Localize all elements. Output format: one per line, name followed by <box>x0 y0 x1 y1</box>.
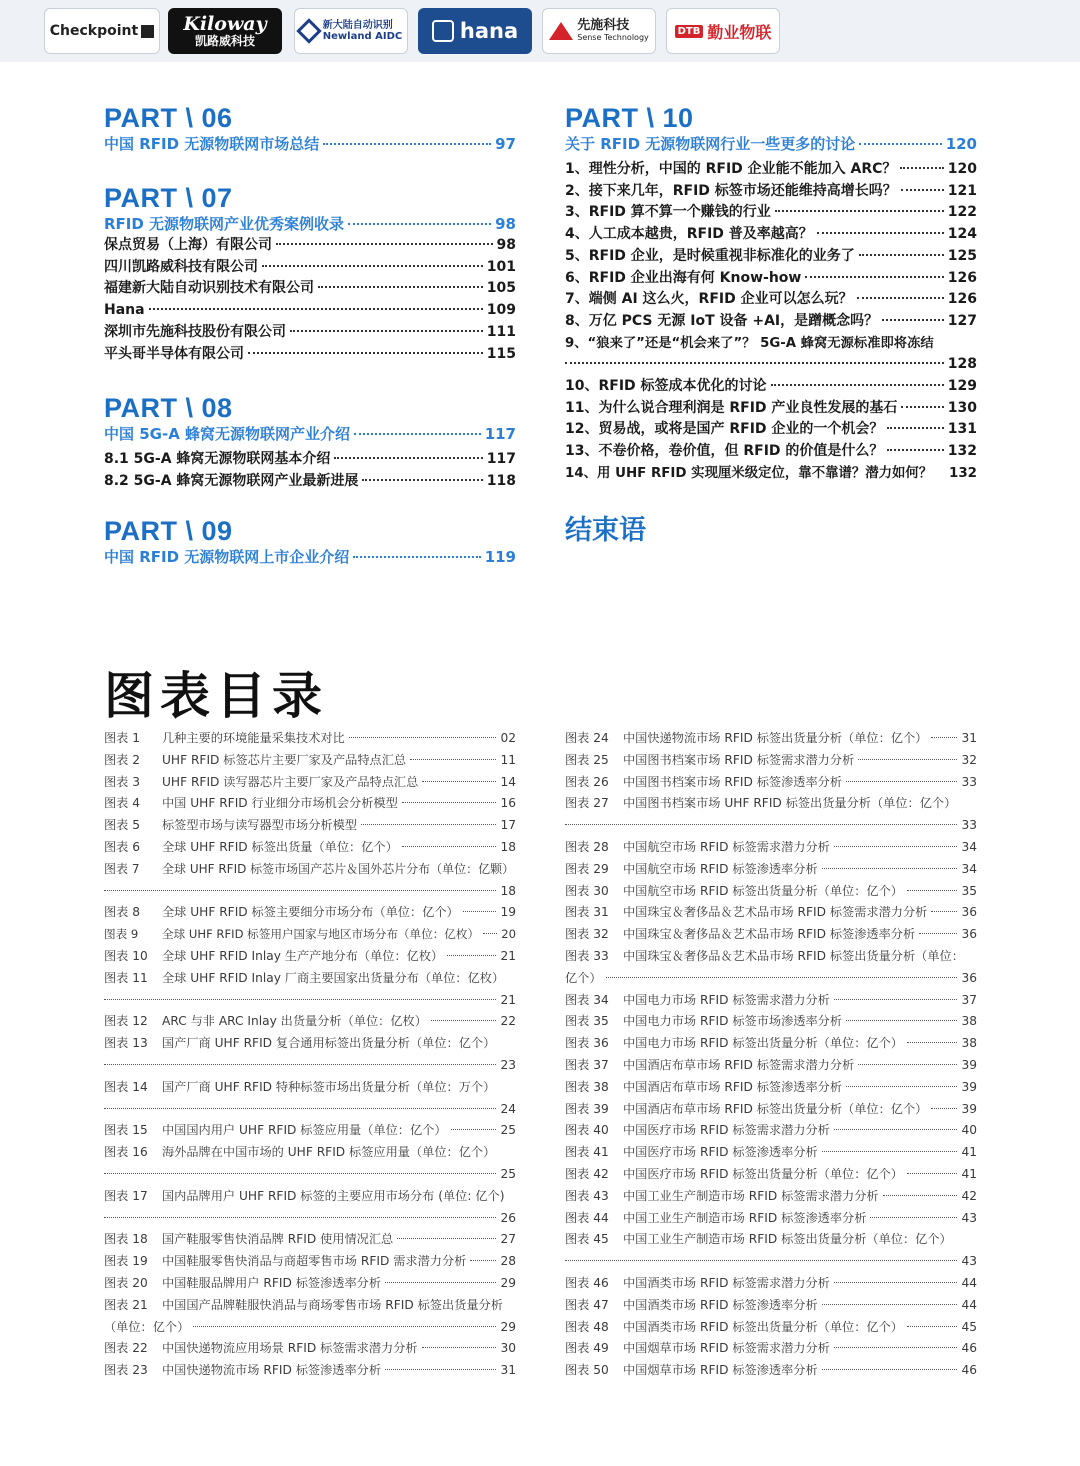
chart-page: 21 <box>500 948 516 963</box>
chart-page: 02 <box>500 731 516 745</box>
chart-list-item[interactable] <box>104 1011 516 1033</box>
chart-title: UHF RFID 读写器芯片主要厂家及产品特点汇总 <box>162 774 419 789</box>
toc-item[interactable]: 四川凯路威科技有限公司 101 <box>104 258 516 275</box>
toc-item[interactable]: 13、不卷价格，卷价值，但 RFID 的价值是什么？ 132 <box>565 443 977 460</box>
chart-title: 中国电力市场 RFID 标签需求潜力分析 <box>623 992 830 1007</box>
chart-number: 图表 38 <box>565 1079 609 1094</box>
chart-list-item[interactable] <box>565 1099 977 1121</box>
chart-page: 39 <box>961 1057 977 1072</box>
chart-list-item-continuation[interactable] <box>104 1099 516 1121</box>
chart-number: 图表 14 <box>104 1079 148 1094</box>
toc-item[interactable]: 7、端侧 AI 这么火，RFID 企业可以怎么玩？ 126 <box>565 291 977 308</box>
chart-list-item[interactable] <box>104 1142 516 1164</box>
chart-title: 中国医疗市场 RFID 标签渗透率分析 <box>623 1145 818 1160</box>
chart-title: 全球 UHF RFID 标签主要细分市场分布（单位：亿个） <box>162 905 459 920</box>
chart-page: 43 <box>961 1210 977 1225</box>
part-08 <box>104 393 516 492</box>
logo-hana: hana <box>418 8 532 54</box>
part-subtitle-row[interactable]: 中国 RFID 无源物联网上市企业介绍 119 <box>104 548 516 566</box>
chart-page: 41 <box>961 1145 977 1160</box>
chart-title: 国产厂商 UHF RFID 特种标签市场出货量分析（单位：万个） <box>162 1079 496 1094</box>
chart-number: 图表 40 <box>565 1123 609 1138</box>
chart-list-item[interactable] <box>565 1164 977 1186</box>
toc-item-continuation[interactable]: 128 <box>565 354 977 376</box>
chart-list-item[interactable] <box>104 1295 516 1317</box>
logo-dtb: DTB 勤业物联 <box>666 8 780 54</box>
chart-number: 图表 16 <box>104 1145 148 1160</box>
chart-page: 36 <box>961 970 977 985</box>
chart-page: 44 <box>961 1275 977 1290</box>
chart-number: 图表 26 <box>565 774 609 789</box>
chart-number: 图表 24 <box>565 731 609 745</box>
chart-list-item[interactable] <box>565 1229 977 1251</box>
chart-title: 几种主要的环境能量采集技术对比 <box>162 731 345 745</box>
part-heading: PART \ 09 <box>104 516 233 546</box>
chart-list-item[interactable] <box>104 1273 516 1295</box>
chart-page: 33 <box>961 774 977 789</box>
chart-title: 中国航空市场 RFID 标签出货量分析（单位：亿个） <box>623 883 903 898</box>
part-subtitle-row[interactable]: 中国 RFID 无源物联网市场总结 97 <box>104 135 516 153</box>
chart-list-item[interactable] <box>104 837 516 859</box>
chart-page: 38 <box>961 1014 977 1029</box>
chart-title: 中国酒店布草市场 RFID 标签渗透率分析 <box>623 1079 843 1094</box>
chart-page: 31 <box>500 1363 516 1378</box>
chart-list-item[interactable] <box>565 1077 977 1099</box>
chart-title: 中国鞋服零售快消品与商超零售市场 RFID 需求潜力分析 <box>162 1254 467 1269</box>
chart-title: 全球 UHF RFID 标签用户国家与地区市场分布（单位：亿枚） <box>162 927 480 942</box>
chart-title: 国内品牌用户 UHF RFID 标签的主要应用市场分布 (单位: 亿个) <box>162 1188 505 1203</box>
chart-number: 图表 48 <box>565 1319 609 1334</box>
toc-item[interactable]: 深圳市先施科技股份有限公司 111 <box>104 323 516 340</box>
part-heading: PART \ 06 <box>104 103 233 133</box>
chart-title: 中国快递物流市场 RFID 标签出货量分析（单位：亿个） <box>623 731 928 745</box>
sense-triangle-icon <box>549 22 573 40</box>
chart-number: 图表 2 <box>104 752 141 767</box>
chart-number: 图表 4 <box>104 796 141 811</box>
chart-list-item-continuation[interactable] <box>104 1055 516 1077</box>
part-subtitle-row[interactable]: 中国 5G-A 蜂窝无源物联网产业介绍 117 <box>104 425 516 443</box>
chart-title-continuation: 亿个） <box>565 970 602 985</box>
part-subtitle-row[interactable]: RFID 无源物联网产业优秀案例收录 98 <box>104 215 516 233</box>
chart-list-item[interactable] <box>565 1360 977 1382</box>
chart-list-item[interactable] <box>565 946 977 968</box>
chart-number: 图表 19 <box>104 1254 148 1269</box>
part-heading: PART \ 10 <box>565 103 694 133</box>
chart-list-item[interactable] <box>104 1186 516 1208</box>
chart-number: 图表 45 <box>565 1232 609 1247</box>
chart-number: 图表 12 <box>104 1014 148 1029</box>
chart-list-item[interactable] <box>104 1033 516 1055</box>
chart-page: 24 <box>500 1101 516 1116</box>
logo-kiloway: Kiloway 凯路威科技 <box>168 8 282 54</box>
chart-page: 32 <box>961 752 977 767</box>
part-07 <box>104 183 516 365</box>
chart-number: 图表 13 <box>104 1036 148 1051</box>
chart-page: 42 <box>961 1188 977 1203</box>
chart-page: 46 <box>961 1363 977 1378</box>
chart-page: 46 <box>961 1341 977 1356</box>
toc-item[interactable]: 11、为什么说合理利润是 RFID 产业良性发展的基石 130 <box>565 399 977 416</box>
chart-number: 图表 7 <box>104 861 140 876</box>
chart-list-item[interactable] <box>565 1033 977 1055</box>
chart-title: 中国珠宝＆奢侈品＆艺术品市场 RFID 标签需求潜力分析 <box>623 905 928 920</box>
chart-title: 中国国产品牌鞋服快消品与商场零售市场 RFID 标签出货量分析 <box>162 1297 503 1312</box>
chart-list-item[interactable] <box>565 1338 977 1360</box>
chart-number: 图表 50 <box>565 1363 609 1378</box>
newland-diamond-icon <box>296 18 321 43</box>
conclusion-heading[interactable]: 结束语 <box>565 515 646 546</box>
chart-number: 图表 43 <box>565 1188 609 1203</box>
chart-title: 中国快递物流市场 RFID 标签渗透率分析 <box>162 1363 382 1378</box>
chart-number: 图表 33 <box>565 948 609 963</box>
chart-page: 44 <box>961 1297 977 1312</box>
chart-page: 36 <box>961 927 977 942</box>
chart-page: 18 <box>500 883 516 898</box>
chart-title: 全球 UHF RFID Inlay 厂商主要国家出货量分布（单位：亿枚） <box>162 970 505 985</box>
chart-page: 26 <box>500 1210 516 1225</box>
toc-item[interactable]: Hana 109 <box>104 302 516 319</box>
chart-title: UHF RFID 标签芯片主要厂家及产品特点汇总 <box>162 752 407 767</box>
chart-list-item[interactable] <box>565 1055 977 1077</box>
chart-page: 45 <box>961 1319 977 1334</box>
chart-number: 图表 49 <box>565 1341 609 1356</box>
toc-item[interactable]: 2、接下来几年，RFID 标签市场还能维持高增长吗？ 121 <box>565 182 977 199</box>
chart-number: 图表 39 <box>565 1101 609 1116</box>
chart-title: 中国电力市场 RFID 标签出货量分析（单位：亿个） <box>623 1036 903 1051</box>
chart-page: 30 <box>500 1341 516 1356</box>
chart-number: 图表 31 <box>565 905 609 920</box>
chart-list-item-continuation[interactable] <box>104 990 516 1012</box>
chart-title: 中国医疗市场 RFID 标签出货量分析（单位：亿个） <box>623 1166 903 1181</box>
chart-list-item[interactable] <box>565 728 977 750</box>
part-heading: PART \ 07 <box>104 183 233 213</box>
chart-title: 全球 UHF RFID 标签出货量（单位：亿个） <box>162 839 398 854</box>
chart-number: 图表 10 <box>104 948 148 963</box>
chart-number: 图表 11 <box>104 970 148 985</box>
chart-list-item-continuation[interactable] <box>104 881 516 903</box>
chart-page: 14 <box>500 774 516 789</box>
sponsor-logo-bar <box>0 0 1080 62</box>
chart-title: 中国酒店布草市场 RFID 标签出货量分析（单位：亿个） <box>623 1101 928 1116</box>
chart-number: 图表 42 <box>565 1166 609 1181</box>
chart-title: 中国鞋服品牌用户 RFID 标签渗透率分析 <box>162 1275 382 1290</box>
chart-number: 图表 6 <box>104 839 141 854</box>
chart-title: 中国酒类市场 RFID 标签需求潜力分析 <box>623 1275 830 1290</box>
chart-number: 图表 47 <box>565 1297 609 1312</box>
chart-title: 中国工业生产制造市场 RFID 标签渗透率分析 <box>623 1210 867 1225</box>
chart-page: 34 <box>961 839 977 854</box>
chart-title: 中国电力市场 RFID 标签市场渗透率分析 <box>623 1014 843 1029</box>
chart-page: 17 <box>500 818 516 833</box>
chart-title: 中国航空市场 RFID 标签需求潜力分析 <box>623 839 830 854</box>
chart-number: 图表 18 <box>104 1232 148 1247</box>
chart-number: 图表 5 <box>104 818 141 833</box>
chart-title: 中国珠宝＆奢侈品＆艺术品市场 RFID 标签出货量分析（单位： <box>623 948 964 963</box>
chart-list-item[interactable] <box>104 902 516 924</box>
chart-list-item[interactable] <box>565 1273 977 1295</box>
chart-number: 图表 27 <box>565 796 609 811</box>
chart-list-item[interactable] <box>104 968 516 990</box>
chart-list-left-column <box>104 728 516 1382</box>
chart-number: 图表 46 <box>565 1275 609 1290</box>
chart-number: 图表 21 <box>104 1297 148 1312</box>
chart-list-item[interactable] <box>104 793 516 815</box>
chart-list-item[interactable] <box>565 902 977 924</box>
chart-title: 中国酒类市场 RFID 标签出货量分析（单位：亿个） <box>623 1319 903 1334</box>
chart-page: 11 <box>500 752 516 767</box>
hana-mark-icon <box>432 20 454 42</box>
chart-page: 19 <box>500 905 516 920</box>
chart-page: 39 <box>961 1079 977 1094</box>
toc-item[interactable]: 9、“狼来了”还是“机会来了”？ 5G-A 蜂窝无源标准即将冻结 <box>565 335 934 351</box>
part-08-items <box>104 449 516 492</box>
chart-title: 中国酒类市场 RFID 标签渗透率分析 <box>623 1297 818 1312</box>
part-10 <box>565 103 977 485</box>
chart-list-item-continuation[interactable] <box>565 1251 977 1273</box>
chart-list-item[interactable] <box>565 859 977 881</box>
chart-number: 图表 32 <box>565 927 609 942</box>
chart-number: 图表 28 <box>565 839 609 854</box>
part-10-items <box>565 159 977 485</box>
chart-list-item-continuation[interactable] <box>104 1208 516 1230</box>
chart-page: 33 <box>961 818 977 833</box>
toc-item[interactable]: 10、RFID 标签成本优化的讨论 129 <box>565 378 977 395</box>
toc-item[interactable]: 14、用 UHF RFID 实现厘米级定位，靠不靠谱？潜力如何？ 132 <box>565 465 977 481</box>
toc-item[interactable]: 8.2 5G-A 蜂窝无源物联网产业最新进展 118 <box>104 472 516 489</box>
chart-title: 中国工业生产制造市场 RFID 标签出货量分析（单位：亿个） <box>623 1232 952 1247</box>
chart-list-item[interactable] <box>104 946 516 968</box>
chart-list-item[interactable] <box>104 815 516 837</box>
chart-page: 28 <box>500 1254 516 1269</box>
logo-checkpoint: Checkpoint <box>44 8 160 54</box>
chart-number: 图表 37 <box>565 1057 609 1072</box>
chart-page: 25 <box>500 1123 516 1138</box>
chart-title: 中国快递物流应用场景 RFID 标签需求潜力分析 <box>162 1341 418 1356</box>
chart-title: 国产鞋服零售快消品牌 RFID 使用情况汇总 <box>162 1232 394 1247</box>
chart-number: 图表 41 <box>565 1145 609 1160</box>
chart-list-item[interactable] <box>565 1295 977 1317</box>
checkpoint-mark-icon <box>141 25 154 38</box>
chart-title: 中国珠宝＆奢侈品＆艺术品市场 RFID 标签渗透率分析 <box>623 927 916 942</box>
chart-title: 中国图书档案市场 RFID 标签需求潜力分析 <box>623 752 855 767</box>
chart-list-item[interactable] <box>565 837 977 859</box>
chart-title: 全球 UHF RFID Inlay 生产产地分布（单位：亿枚） <box>162 948 444 963</box>
chart-list-item[interactable] <box>104 1251 516 1273</box>
chart-list-item-continuation[interactable] <box>104 1317 516 1339</box>
toc-item[interactable]: 4、人工成本越贵，RFID 普及率越高？ 124 <box>565 226 977 243</box>
chart-number: 图表 1 <box>104 731 141 745</box>
chart-list-item[interactable] <box>565 772 977 794</box>
chart-number: 图表 17 <box>104 1188 148 1203</box>
toc-item[interactable]: 6、RFID 企业出海有何 Know-how 126 <box>565 269 977 286</box>
part-09 <box>104 516 516 568</box>
chart-number: 图表 15 <box>104 1123 148 1138</box>
chart-list-item[interactable] <box>565 793 977 815</box>
chart-list-item[interactable] <box>104 1120 516 1142</box>
chart-title: 中国医疗市场 RFID 标签需求潜力分析 <box>623 1123 830 1138</box>
part-heading: PART \ 08 <box>104 393 233 423</box>
chart-list-item[interactable] <box>565 1317 977 1339</box>
chart-page: 25 <box>500 1166 516 1181</box>
part-subtitle-row[interactable]: 关于 RFID 无源物联网行业一些更多的讨论 120 <box>565 135 977 153</box>
part-07-items <box>104 235 516 365</box>
chart-title: 中国国内用户 UHF RFID 标签应用量（单位：亿个） <box>162 1123 447 1138</box>
chart-page: 29 <box>500 1319 516 1334</box>
toc-item[interactable]: 3、RFID 算不算一个赚钱的行业 122 <box>565 204 977 221</box>
chart-page: 23 <box>500 1057 516 1072</box>
chart-title: 海外品牌在中国市场的 UHF RFID 标签应用量（单位：亿个） <box>162 1145 496 1160</box>
chart-number: 图表 29 <box>565 861 609 876</box>
chart-number: 图表 36 <box>565 1036 609 1051</box>
chart-title: 中国酒店布草市场 RFID 标签需求潜力分析 <box>623 1057 855 1072</box>
chart-number: 图表 9 <box>104 927 139 942</box>
chart-number: 图表 35 <box>565 1014 609 1029</box>
part-06 <box>104 103 516 155</box>
chart-number: 图表 30 <box>565 883 609 898</box>
toc-item[interactable]: 8.1 5G-A 蜂窝无源物联网基本介绍 117 <box>104 451 516 467</box>
chart-number: 图表 23 <box>104 1363 148 1378</box>
chart-list-item[interactable] <box>565 881 977 903</box>
toc-item[interactable]: 8、万亿 PCS 无源 IoT 设备 +AI，是蹭概念吗？ 127 <box>565 312 977 329</box>
logo-newland: 新大陆自动识别 Newland AIDC <box>294 8 408 54</box>
chart-number: 图表 22 <box>104 1341 148 1356</box>
chart-title: 中国航空市场 RFID 标签渗透率分析 <box>623 861 818 876</box>
chart-list-item[interactable] <box>104 859 516 881</box>
chart-title: 中国烟草市场 RFID 标签渗透率分析 <box>623 1363 818 1378</box>
chart-list-right-column <box>565 728 977 1382</box>
chart-list-item[interactable] <box>104 1077 516 1099</box>
chart-page: 20 <box>501 927 516 942</box>
chart-list-item[interactable] <box>565 1120 977 1142</box>
logo-sense: 先施科技 Sense Technology <box>542 8 656 54</box>
toc-item[interactable]: 保点贸易（上海）有限公司 98 <box>104 237 516 253</box>
chart-list-item[interactable] <box>104 750 516 772</box>
toc-item[interactable]: 5、RFID 企业，是时候重视非标准化的业务了 125 <box>565 247 977 264</box>
chart-list-item-continuation[interactable] <box>565 968 977 990</box>
chart-number: 图表 44 <box>565 1210 609 1225</box>
chart-page: 16 <box>500 796 516 811</box>
chart-page: 35 <box>961 883 977 898</box>
chart-title: 中国图书档案市场 UHF RFID 标签出货量分析（单位：亿个） <box>623 796 957 811</box>
chart-list-item-continuation[interactable] <box>104 1164 516 1186</box>
chart-number: 图表 25 <box>565 752 609 767</box>
chart-page: 18 <box>500 839 516 854</box>
chart-title: 国产厂商 UHF RFID 复合通用标签出货量分析（单位：亿个） <box>162 1036 496 1051</box>
chart-list-item-continuation[interactable] <box>565 815 977 837</box>
chart-number: 图表 3 <box>104 774 141 789</box>
chart-page: 36 <box>961 905 977 920</box>
chart-list-item[interactable] <box>565 990 977 1012</box>
chart-page: 40 <box>961 1123 977 1138</box>
chart-page: 34 <box>961 861 977 876</box>
chart-title: 中国烟草市场 RFID 标签需求潜力分析 <box>623 1341 830 1356</box>
chart-list-item[interactable] <box>104 728 516 750</box>
chart-list-title: 图表目录 <box>104 667 328 725</box>
chart-list-item[interactable] <box>565 1011 977 1033</box>
chart-list-item[interactable] <box>104 1360 516 1382</box>
chart-list-item[interactable] <box>565 1142 977 1164</box>
chart-list-item[interactable] <box>565 1208 977 1230</box>
chart-title: 标签型市场与读写器型市场分析模型 <box>162 818 357 833</box>
chart-page: 41 <box>961 1166 977 1181</box>
chart-page: 22 <box>500 1014 516 1029</box>
chart-number: 图表 34 <box>565 992 609 1007</box>
chart-list-item[interactable] <box>104 1338 516 1360</box>
chart-page: 37 <box>961 992 977 1007</box>
chart-list-item[interactable] <box>104 924 516 946</box>
chart-list-item[interactable] <box>565 750 977 772</box>
chart-title: 中国工业生产制造市场 RFID 标签需求潜力分析 <box>623 1188 879 1203</box>
chart-list-item[interactable] <box>565 924 977 946</box>
chart-page: 27 <box>500 1232 516 1247</box>
chart-page: 31 <box>961 731 977 745</box>
toc-item[interactable]: 福建新大陆自动识别技术有限公司 105 <box>104 280 516 297</box>
toc-item[interactable]: 平头哥半导体有限公司 115 <box>104 345 516 362</box>
chart-page: 21 <box>500 992 516 1007</box>
chart-page: 29 <box>500 1275 516 1290</box>
chart-list-item[interactable] <box>104 1229 516 1251</box>
chart-list-item[interactable] <box>104 772 516 794</box>
chart-title: ARC 与非 ARC Inlay 出货量分析（单位：亿枚） <box>162 1014 427 1029</box>
chart-title: 中国图书档案市场 RFID 标签渗透率分析 <box>623 774 843 789</box>
chart-list-item[interactable] <box>565 1186 977 1208</box>
chart-page: 38 <box>961 1036 977 1051</box>
chart-page: 43 <box>961 1254 977 1269</box>
chart-number: 图表 8 <box>104 905 141 920</box>
toc-item[interactable]: 1、理性分析，中国的 RFID 企业能不能加入 ARC？ 120 <box>565 161 977 177</box>
toc-item[interactable]: 12、贸易战，或将是国产 RFID 企业的一个机会？ 131 <box>565 421 977 438</box>
chart-title-continuation: （单位：亿个） <box>104 1319 190 1334</box>
chart-page: 39 <box>961 1101 977 1116</box>
chart-title: 中国 UHF RFID 行业细分市场机会分析模型 <box>162 796 398 811</box>
chart-number: 图表 20 <box>104 1275 148 1290</box>
chart-title: 全球 UHF RFID 标签市场国产芯片＆国外芯片分布（单位：亿颗） <box>162 861 515 876</box>
